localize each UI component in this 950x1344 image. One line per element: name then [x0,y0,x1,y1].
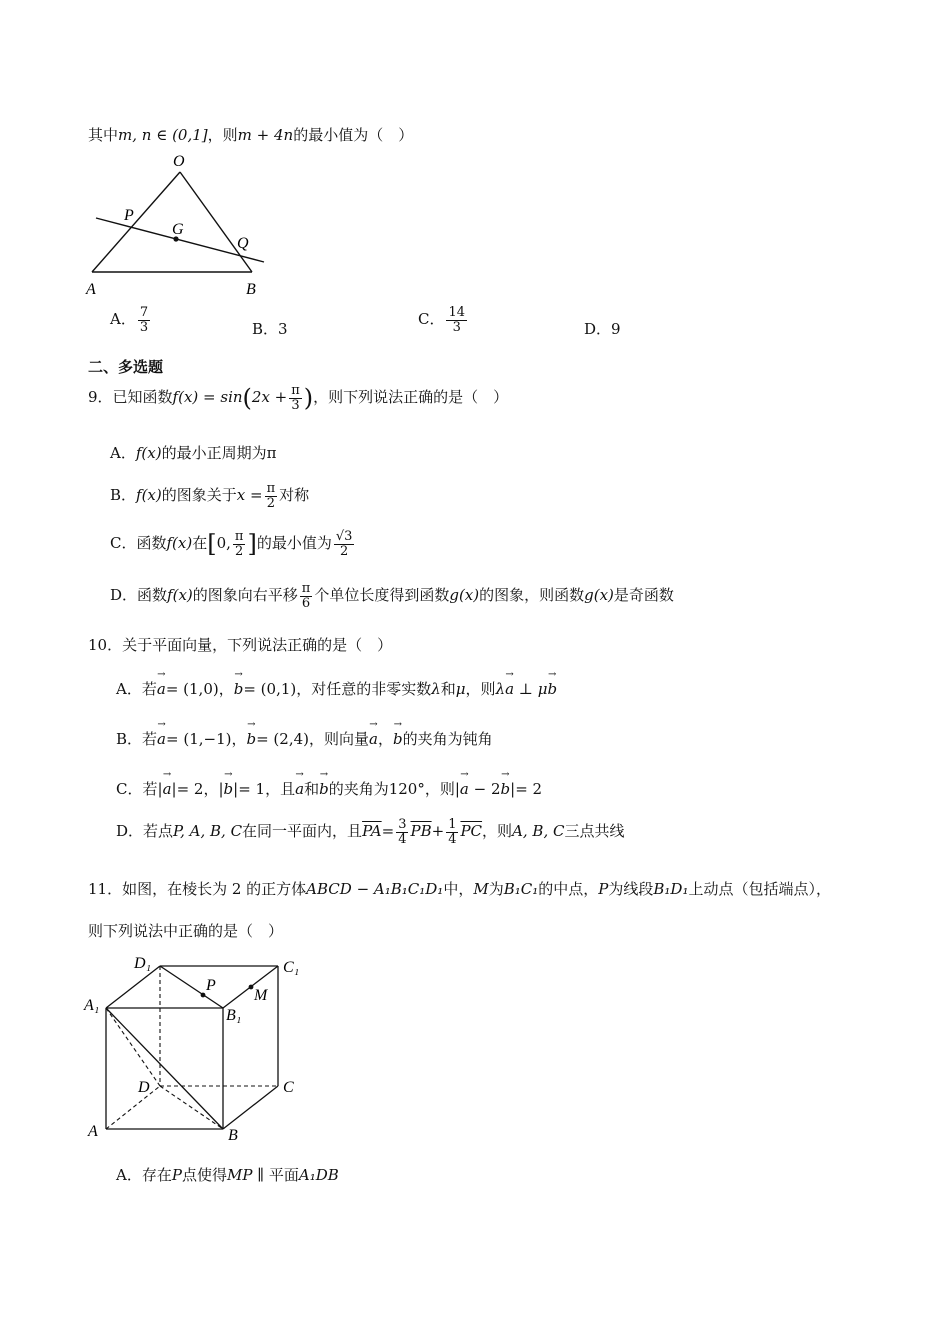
q10-c-pre: 若 [142,780,158,798]
q9-option-c-interval: 0, [216,534,231,553]
q9-option-b-label: B． [110,486,137,505]
q8-option-d-value: 9 [611,320,621,338]
segment-a1b [106,1008,223,1129]
q10-option-a[interactable] [116,678,557,699]
q9-c-rnum: √3 [335,529,353,544]
q9-option-d-label: D． [110,586,138,605]
triangle-side-ob [180,172,252,272]
q9-stem: 9．已知函数f(x) = sin(2x + $\frac{\pi}{3}$ )，则下列说法正确的是（ ） [88,383,509,413]
q10-a-vec-b: → b [234,680,244,698]
point-m [249,985,254,990]
q11-a-parallel: ∥ 平面 [252,1166,299,1184]
q9-option-d[interactable] [110,582,674,610]
q9-option-c-result [334,530,355,558]
q10-d-d2: 4 [448,831,457,847]
label-a: A [86,281,96,298]
q10-b-post: 的夹角为钝角 [402,730,493,748]
q10-a-then: ，则 [465,680,496,698]
q8-option-a-label: A． [110,310,136,329]
q9-stem-arg: 2x + [251,388,288,407]
q11-stem-m: M [473,880,489,898]
q10-d-pre: 若点 [143,822,174,841]
q9-c-num: π [234,529,244,544]
q10-b-bval: = (2,4) [256,730,309,748]
q9-d-den: 6 [301,595,311,611]
q10-d-eq: = [381,822,395,841]
q9-option-b-frac [265,482,278,510]
q10-b-vec-b: → b [246,730,256,748]
q11-a-plane: A₁DB [298,1166,339,1184]
q9-stem-frac [289,384,302,412]
q10-c-vec-a2: → a [295,780,304,798]
q9-option-b-x: x = [236,486,263,505]
q11-stem-mid3: 的中点， [538,880,599,898]
q10-a-perp: ⊥ [514,680,538,698]
q11-a-pre: 存在 [141,1166,172,1184]
triangle-side-oa [92,172,180,272]
q10-option-b-label: B． [116,730,143,748]
q9-option-d-pre: 函数 [137,586,168,605]
q10-a-pre: 若 [141,680,157,698]
q8-a-den: 3 [139,319,149,335]
q11-stem-b1d1: B₁D₁ [653,880,689,898]
q9-option-b-f: f(x) [136,486,162,505]
q10-option-d-label: D． [116,822,144,841]
q9-option-d-f: f(x) [167,586,193,605]
q10-d-frac2 [446,818,458,846]
q9-stem-three: 3 [291,397,300,413]
q10-c-res-minus: − 2 [468,780,501,798]
q10-c-res-b: → b [501,780,511,798]
q10-d-points: P, A, B, C [173,822,243,841]
label-m: M [254,987,268,1004]
q10-a-sep: ， [218,680,234,698]
q9-option-a-label: A． [110,444,136,462]
q9-stem-f: f(x) = sin [172,388,243,407]
q9-option-d-mid3: 的图象，则函数 [479,586,585,605]
q11-stem-mid: 中， [443,880,474,898]
label-p: P [206,977,216,994]
label-c: C [283,1079,294,1096]
q10-d-points2: A, B, C [512,822,565,841]
q9-option-c-post: 的最小值为 [256,534,332,553]
q10-a-vec-a: → a [157,680,166,698]
q11-stem-line1 [88,878,831,899]
q11-option-a[interactable] [116,1164,339,1185]
q10-c-mid2: 的夹角为120°，则 [328,780,455,798]
q9-option-a-text: 的最小正周期为π [161,444,277,462]
q8-c-num: 14 [448,305,466,320]
q10-option-b[interactable] [116,728,493,749]
q10-c-res-a: → a [460,780,469,798]
q9-option-d-mid1: 的图象向右平移 [192,586,298,605]
q10-b-vec-a2: → a [369,730,378,748]
q8-intro-vars: m, n ∈ (0,1] [118,126,208,144]
q9-option-d-g2: g(x) [584,586,614,605]
label-g: G [172,221,184,238]
q8-c-den: 3 [452,319,461,335]
q11-stem-p: P [598,880,609,898]
q10-c-res-val: = 2 [515,780,543,798]
label-o: O [173,153,185,170]
q11-a-mp: MP [226,1166,253,1184]
q11-a-mid: 点使得 [181,1166,227,1184]
q8-option-a[interactable] [110,306,152,334]
q8-option-a-frac [138,306,150,334]
q9-c-den: 2 [235,543,244,559]
q10-d-post: 三点共线 [564,822,625,841]
q8-option-c-frac [446,306,467,334]
q9-option-d-post: 是奇函数 [613,586,674,605]
q9-stem-pi: π [291,383,300,398]
q10-b-sep2: ， [377,730,393,748]
label-b: B [228,1127,238,1144]
q10-c-vec-a: → a [163,780,172,798]
q11-stem-post: 上动点（包括端点）， [688,880,831,898]
q9-b-num: π [266,481,276,496]
point-p [201,993,206,998]
q9-option-c-frac [233,530,246,558]
q8-intro-post: 的最小值为（ ） [293,126,414,144]
q10-a-lambda: λ [431,680,441,698]
label-q: Q [237,235,249,252]
q10-c-sep: ， [203,780,219,798]
edge-a1d1 [106,966,160,1008]
q10-c-vec-b2: → b [319,780,329,798]
q10-b-mid: ，则向量 [309,730,370,748]
q10-option-c[interactable]: C．若|→ a|= 2，|→ b|= 1，且→ a和→ b的夹角为120°，则|→ a − 2→ b|= 2 [116,778,542,799]
q9-option-a[interactable] [110,442,276,463]
q10-option-a-label: A． [116,680,142,698]
label-a: A [88,1123,98,1140]
q8-option-b-value: 3 [278,320,288,338]
q9-option-d-frac [300,582,313,610]
q11-a-p: P [171,1166,182,1184]
q9-c-rden: 2 [340,543,349,559]
q11-stem-mid2: 为 [488,880,504,898]
q10-c-mid: ，且 [265,780,296,798]
q10-d-vec-pa: $\overline{PA}$ [362,822,382,841]
q10-a-res-a: → a [505,680,514,698]
label-a1: A₁ [84,997,100,1014]
q11-stem-b1c1: B₁C₁ [503,880,539,898]
q10-a-mu: μ [455,680,466,698]
edge-ad-hidden [106,1086,160,1129]
q8-option-d[interactable] [584,318,621,339]
q11-stem-cube: ABCD − A₁B₁C₁D₁ [306,880,444,898]
q10-d-vec-pc: $\overline{PC}$ [460,822,483,841]
q9-stem-post: ，则下列说法正确的是（ ） [313,388,509,407]
q8-option-c-label: C． [418,310,445,329]
q10-b-aval: = (1,−1) [166,730,232,748]
q10-b-sep: ， [231,730,247,748]
label-d: D [138,1079,150,1096]
q8-intro-expr: m + 4n [237,126,294,144]
q10-c-and: 和 [304,780,320,798]
q8-option-d-label: D． [584,320,612,338]
segment-a1d-hidden [106,1008,160,1086]
q9-option-a-f: f(x) [135,444,162,462]
q9-option-d-g: g(x) [449,586,480,605]
q10-c-bval: = 1 [238,780,266,798]
q8-option-b-label: B． [252,320,279,338]
q9-b-den: 2 [266,495,275,511]
q10-option-c-label: C． [116,780,143,798]
q9-stem-pre: 9．已知函数 [88,388,173,407]
q9-option-c-pre: 函数 [136,534,167,553]
q10-a-res-b: → b [547,680,557,698]
q10-a-bval: = (0,1) [243,680,297,698]
q9-option-d-mid2: 个单位长度得到函数 [314,586,450,605]
q9-option-c-mid: 在 [192,534,208,553]
label-d1: D₁ [134,955,152,972]
q9-option-c-f: f(x) [166,534,193,553]
q10-stem: 10．关于平面向量，下列说法正确的是（ ） [88,636,393,654]
segment-db-hidden [160,1086,223,1129]
q10-d-sep: ，则 [482,822,513,841]
q10-b-vec-b2: → b [393,730,403,748]
label-c1: C₁ [283,959,300,976]
edge-bc [223,1086,278,1129]
q10-d-vec-pb: $\overline{PB}$ [410,822,432,841]
q10-option-d[interactable] [116,818,624,846]
q8-intro-pre: 其中 [88,126,119,144]
q10-c-aval: = 2 [176,780,204,798]
q11-option-a-label: A． [116,1166,142,1184]
q9-option-b[interactable] [110,482,309,510]
section-title: 二、多选题 [88,358,164,376]
q10-a-and: 和 [440,680,456,698]
q11-stem-pre: 11．如图，在棱长为 2 的正方体 [88,880,307,898]
label-b: B [246,281,256,298]
q9-option-b-mid: 的图象关于 [161,486,237,505]
q8-option-b[interactable] [252,318,288,339]
q9-d-num: π [301,581,311,596]
q10-a-res-lambda: λ [495,680,506,698]
label-p: P [124,207,134,224]
q10-d-plus: + [431,822,445,841]
label-b1: B₁ [226,1007,242,1024]
q8-stem [88,124,413,145]
q8-a-num: 7 [139,305,149,320]
q10-b-pre: 若 [142,730,158,748]
q10-c-vec-b: → b [224,780,234,798]
q11-stem-line2: 则下列说法中正确的是（ ） [88,922,284,940]
q9-option-b-post: 对称 [279,486,310,505]
q8-intro-mid: ，则 [207,126,238,144]
q11-stem-mid4: 为线段 [608,880,654,898]
q8-triangle-figure [80,148,280,300]
q10-d-n1: 3 [398,817,407,832]
q8-option-c[interactable] [418,306,469,334]
q10-a-mid: ，对任意的非零实数 [296,680,432,698]
q10-a-aval: = (1,0) [165,680,219,698]
q9-option-c[interactable]: C．函数f(x)在[0, $\frac{\pi}{2}$ ]的最小值为 $\frac{√3}{2}$ [110,529,353,559]
q11-cube-figure [80,948,310,1148]
q10-d-d1: 4 [398,831,407,847]
q9-option-c-label: C． [110,534,137,553]
q10-d-frac1 [396,818,408,846]
q10-b-vec-a: → a [157,730,166,748]
q10-d-mid: 在同一平面内，且 [242,822,363,841]
q10-d-n2: 1 [448,817,457,832]
q10-a-res-mu: μ [537,680,548,698]
